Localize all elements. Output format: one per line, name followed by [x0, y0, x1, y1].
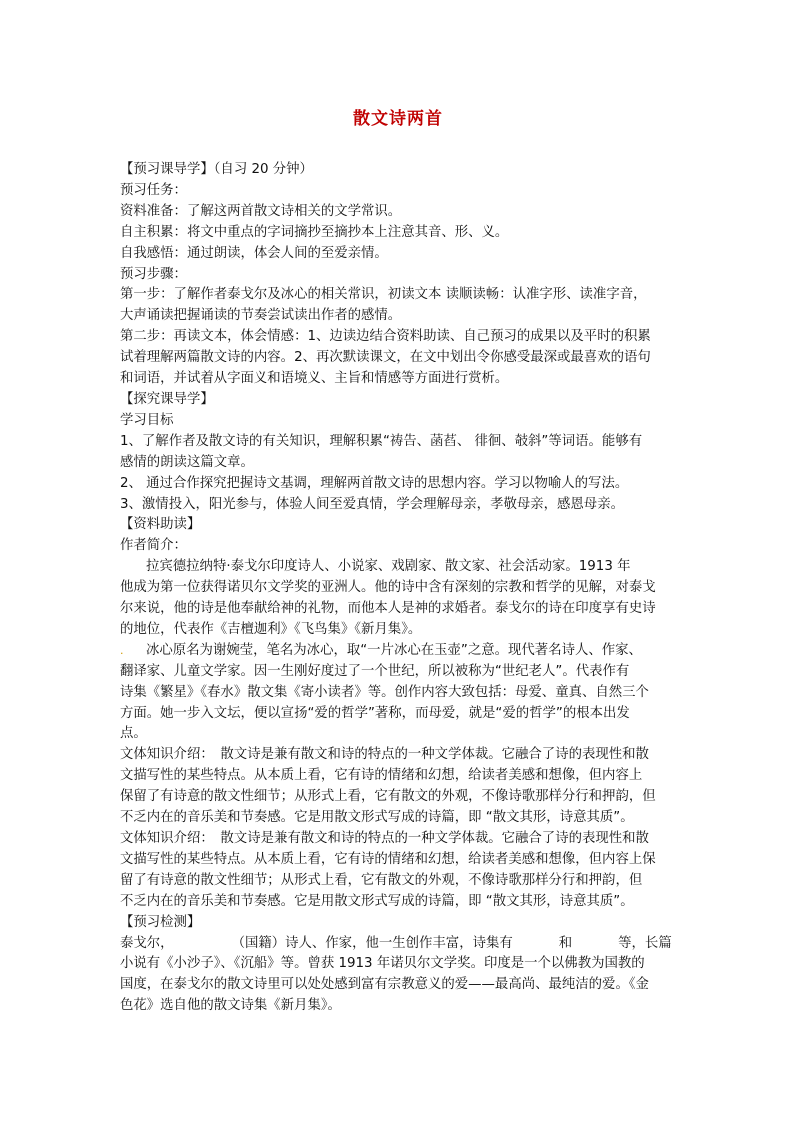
- goal-line: 感情的朗读这篇文章。: [120, 454, 254, 470]
- step2-line: 第二步：再读文本，体会情感：1、边读边结合资料助读、自己预习的成果以及平时的积累: [120, 329, 651, 345]
- goal-line: 1、了解作者及散文诗的有关知识，理解积累“祷告、菡萏、 徘徊、攲斜”等词语。能够有: [120, 433, 643, 449]
- goal-line: 3、激情投入，阳光参与，体验人间至爱真情，学会理解母亲，孝敬母亲，感恩母亲。: [120, 496, 624, 512]
- material-prep-line: 资料准备：了解这两首散文诗相关的文学常识。: [120, 203, 402, 219]
- author-intro-label: 作者简介：: [120, 538, 187, 554]
- genre-intro-line: 不乏内在的音乐美和节奏感。它是用散文形式写成的诗篇，即 “散文其形，诗意其质”。: [120, 810, 634, 826]
- explore-header: 【探究课导学】: [120, 391, 214, 407]
- self-feeling-line: 自我感悟：通过朗读，体会人间的至爱亲情。: [120, 245, 388, 261]
- material-header: 【资料助读】: [120, 517, 201, 533]
- goal-line: 2、 通过合作探究把握诗文基调，理解两首散文诗的思想内容。学习以物喻人的写法。: [120, 475, 629, 491]
- genre-intro-line: 保留了有诗意的散文性细节；从形式上看，它有散文的外观，不像诗歌那样分行和押韵，但: [120, 789, 656, 805]
- check-line: 国度，在泰戈尔的散文诗里可以处处感到富有宗教意义的爱——最高尚、最纯洁的爱。《金: [120, 977, 649, 993]
- genre-intro-line: 不乏内在的音乐美和节奏感。它是用散文形式写成的诗篇，即 “散文其形，诗意其质”。: [120, 893, 634, 909]
- check-segment: （国籍）诗人、作家，他一生创作丰富，诗集有: [231, 935, 513, 951]
- tagore-line: 的地位，代表作《吉檀迦利》《飞鸟集》《新月集》。: [120, 621, 422, 637]
- step2-line: 和词语，并试着从字面义和语境义、主旨和情感等方面进行赏析。: [120, 371, 509, 387]
- bingxin-line: 点。: [120, 726, 147, 742]
- step2-line: 试着理解两篇散文诗的内容。2、再次默读课文，在文中划出令你感受最深或最喜欢的语句: [120, 350, 651, 366]
- bingxin-text: 冰心原名为谢婉莹，笔名为冰心，取“一片冰心在玉壶”之意。现代著名诗人、作家、: [146, 642, 642, 658]
- bingxin-line: 翻译家、儿童文学家。因一生刚好度过了一个世纪，所以被称为“世纪老人”。代表作有: [120, 663, 630, 679]
- tagore-line: 尔来说，他的诗是他奉献给神的礼物，而他本人是神的求婚者。泰戈尔的诗在印度享有史诗: [120, 601, 656, 617]
- check-line: [120, 934, 676, 955]
- preview-header: 【预习课导学】（自习 20 分钟）: [120, 162, 313, 177]
- bingxin-line: [120, 641, 676, 662]
- check-line: 小说有《小沙子》、《沉船》等。曾获 1913 年诺贝尔文学奖。印度是一个以佛教为国教的: [120, 956, 645, 972]
- tagore-line: 拉宾德拉纳特·泰戈尔印度诗人、小说家、戏剧家、散文家、社会活动家。1913 年: [146, 559, 631, 575]
- check-header: 【预习检测】: [120, 914, 201, 930]
- genre-intro-line: 文体知识介绍： 散文诗是兼有散文和诗的特点的一种文学体裁。它融合了诗的表现性和散: [120, 831, 649, 846]
- genre-intro-line: 文描写性的某些特点。从本质上看，它有诗的情绪和幻想，给读者美感和想像，但内容上: [120, 768, 643, 784]
- step1-line: 大声诵读把握诵读的节奏尝试读出作者的感情。: [120, 308, 402, 324]
- bingxin-line: 方面。她一步入文坛，便以宣扬“爱的哲学”著称，而母爱，就是“爱的哲学”的根本出发: [120, 705, 630, 721]
- genre-intro-line: 留了有诗意的散文性细节；从形式上看，它有散文的外观，不像诗歌那样分行和押韵，但: [120, 872, 643, 888]
- genre-intro-line: 文体知识介绍： 散文诗是兼有散文和诗的特点的一种文学体裁。它融合了诗的表现性和散: [120, 747, 649, 763]
- preview-task-label: 预习任务：: [120, 182, 187, 198]
- check-segment: 等，长篇: [618, 935, 672, 951]
- tagore-line: 他成为第一位获得诺贝尔文学奖的亚洲人。他的诗中含有深刻的宗教和哲学的见解，对泰戈: [120, 580, 656, 596]
- document-body: [120, 160, 676, 1017]
- genre-intro-line: 文描写性的某些特点。从本质上看，它有诗的情绪和幻想，给读者美感和想像，但内容上保: [120, 851, 656, 867]
- check-line: 色花》选自他的散文诗集《新月集》。: [120, 998, 341, 1014]
- preview-steps-label: 预习步骤：: [120, 266, 187, 282]
- bullet-dot: .: [120, 643, 124, 657]
- page-title: 散文诗两首: [353, 109, 443, 129]
- check-segment: 和: [558, 935, 573, 951]
- learning-goals-title: 学习目标: [120, 412, 174, 428]
- check-segment: 泰戈尔，: [120, 935, 174, 951]
- step1-line: 第一步：了解作者泰戈尔及冰心的相关常识，初读文本 读顺读畅：认准字形、读准字音，: [120, 287, 647, 303]
- bingxin-line: 诗集《繁星》《春水》散文集《寄小读者》等。创作内容大致包括：母爱、童真、自然三个: [120, 684, 649, 700]
- self-accumulation-line: 自主积累：将文中重点的字词摘抄至摘抄本上注意其音、形、义。: [120, 224, 509, 240]
